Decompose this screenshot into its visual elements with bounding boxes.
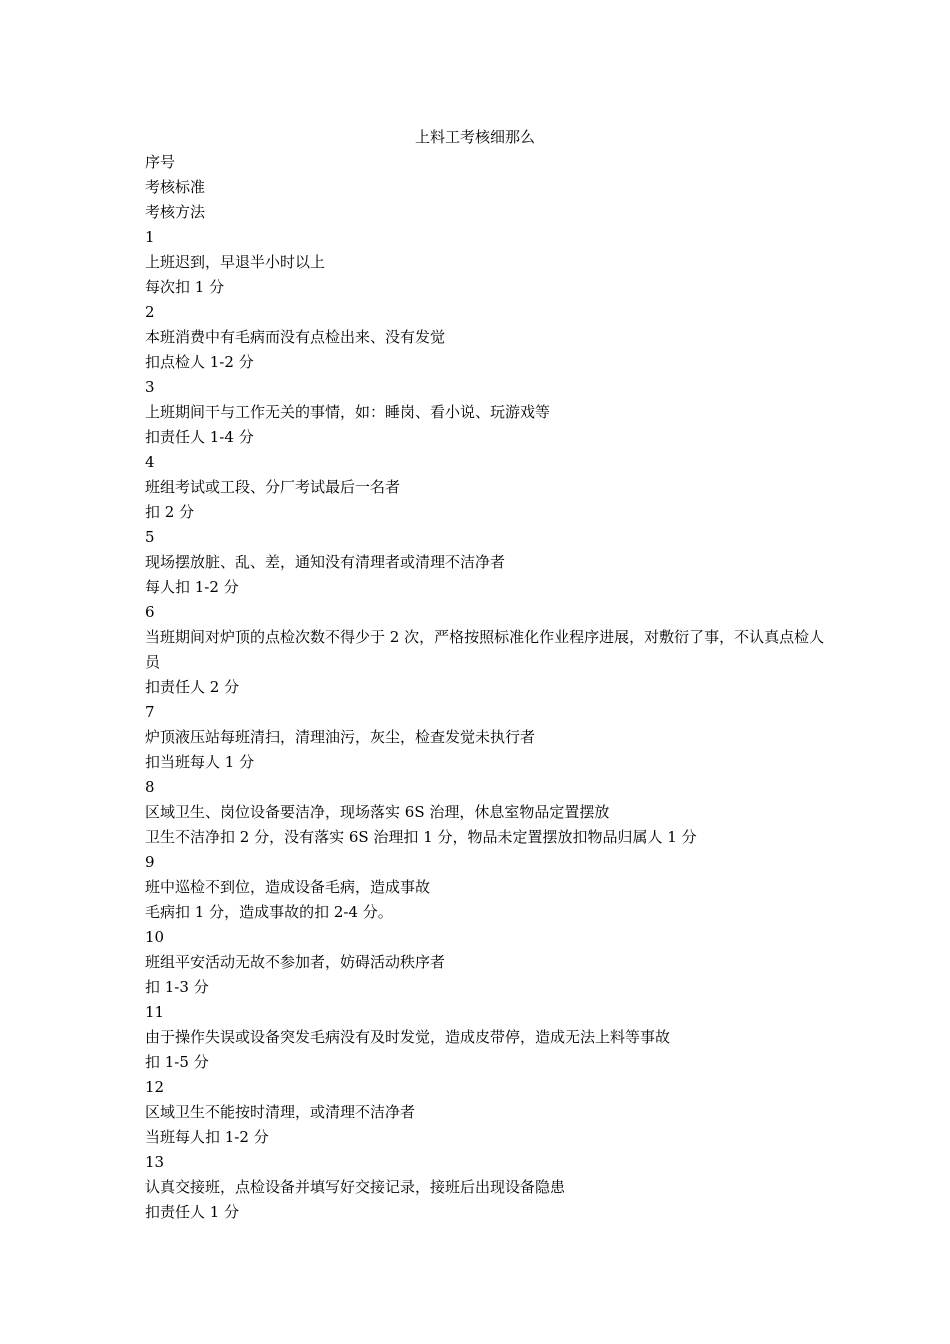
row-standard: 上班期间干与工作无关的事情，如：睡岗、看小说、玩游戏等: [145, 403, 551, 421]
row-method: 每次扣 1 分: [145, 278, 225, 296]
row-standard: 当班期间对炉顶的点检次数不得少于 2 次，严格按照标准化作业程序进展，对敷衍了事，不认真点检人员: [145, 628, 825, 671]
row-method: 扣 1-3 分: [145, 978, 209, 996]
row-method: 扣责任人 1 分: [145, 1203, 240, 1221]
row-number: 10: [145, 928, 165, 946]
row-method: 当班每人扣 1-2 分: [145, 1128, 269, 1146]
row-method: 扣责任人 1-4 分: [145, 428, 254, 446]
row-number: 9: [145, 853, 155, 871]
row-method: 毛病扣 1 分，造成事故的扣 2-4 分。: [145, 903, 393, 921]
table-row: [145, 1000, 825, 1075]
row-standard: 班中巡检不到位，造成设备毛病，造成事故: [145, 878, 431, 896]
table-row: [145, 925, 825, 1000]
row-number: 8: [145, 778, 155, 796]
table-row: [145, 375, 825, 450]
row-number: 7: [145, 703, 155, 721]
row-number: 13: [145, 1153, 165, 1171]
document-body: [145, 150, 825, 1225]
row-standard: 由于操作失误或设备突发毛病没有及时发觉，造成皮带停，造成无法上料等事故: [145, 1028, 671, 1046]
row-number: 6: [145, 603, 155, 621]
row-standard: 上班迟到，早退半小时以上: [145, 253, 326, 271]
row-number: 5: [145, 528, 155, 546]
row-standard: 现场摆放脏、乱、差，通知没有清理者或清理不洁净者: [145, 553, 506, 571]
header-standard: 考核标准: [145, 178, 206, 196]
row-method: 扣 2 分: [145, 503, 195, 521]
header-no: 序号: [145, 153, 176, 171]
table-row: [145, 775, 825, 850]
table-row: [145, 300, 825, 375]
table-row: [145, 1075, 825, 1150]
row-number: 3: [145, 378, 155, 396]
row-number: 1: [145, 228, 155, 246]
row-number: 12: [145, 1078, 165, 1096]
row-method: 扣责任人 2 分: [145, 678, 240, 696]
row-standard: 班组平安活动无故不参加者，妨碍活动秩序者: [145, 953, 446, 971]
table-row: [145, 600, 825, 700]
document-title: 上料工考核细那么: [414, 128, 535, 146]
row-method: 卫生不洁净扣 2 分，没有落实 6S 治理扣 1 分，物品未定置摆放扣物品归属人 1 分: [145, 828, 697, 846]
row-method: 扣当班每人 1 分: [145, 753, 255, 771]
table-row: [145, 700, 825, 775]
row-standard: 班组考试或工段、分厂考试最后一名者: [145, 478, 401, 496]
table-row: [145, 525, 825, 600]
row-method: 扣点检人 1-2 分: [145, 353, 254, 371]
table-row: [145, 1150, 825, 1225]
row-number: 2: [145, 303, 155, 321]
table-row: [145, 450, 825, 525]
table-row: [145, 225, 825, 300]
row-standard: 认真交接班，点检设备并填写好交接记录，接班后出现设备隐患: [145, 1178, 566, 1196]
row-standard: 本班消费中有毛病而没有点检出来、没有发觉: [145, 328, 446, 346]
row-method: 扣 1-5 分: [145, 1053, 209, 1071]
row-number: 4: [145, 453, 155, 471]
row-method: 每人扣 1-2 分: [145, 578, 239, 596]
row-standard: 区域卫生不能按时清理，或清理不洁净者: [145, 1103, 416, 1121]
header-method: 考核方法: [145, 203, 206, 221]
table-row: [145, 850, 825, 925]
row-standard: 区域卫生、岗位设备要洁净，现场落实 6S 治理，休息室物品定置摆放: [145, 803, 610, 821]
row-number: 11: [145, 1003, 165, 1021]
row-standard: 炉顶液压站每班清扫，清理油污，灰尘，检查发觉未执行者: [145, 728, 536, 746]
